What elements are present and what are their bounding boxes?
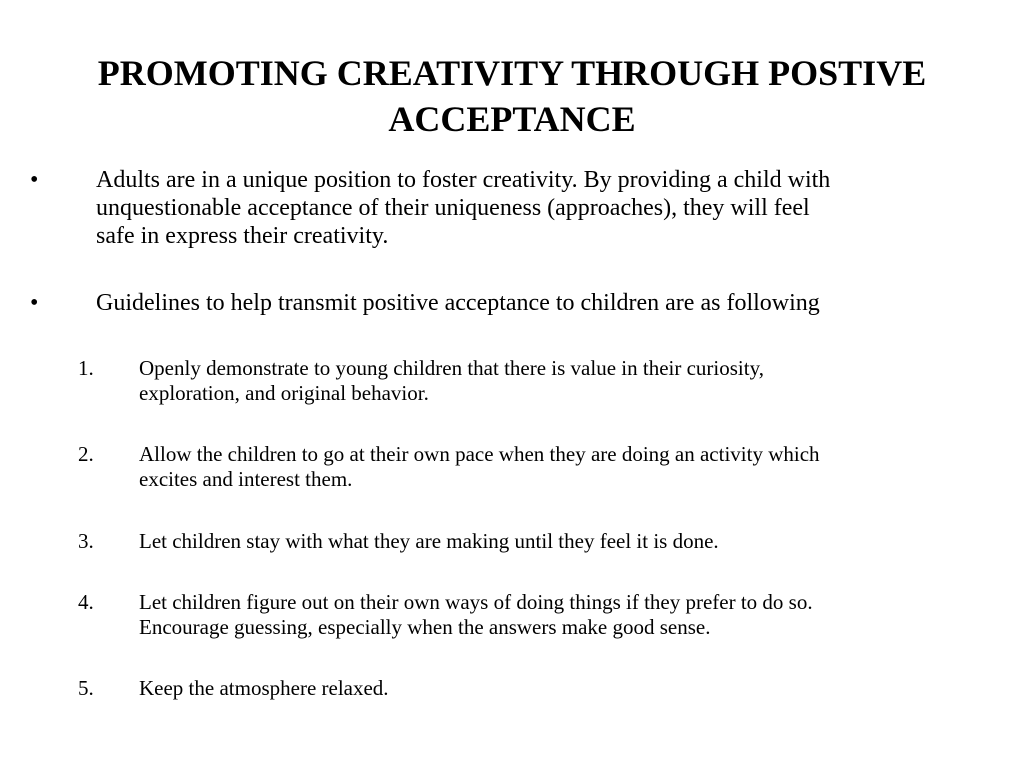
- slide-title: [40, 50, 984, 142]
- guideline-line: excites and interest them.: [139, 467, 353, 491]
- title-line: ACCEPTANCE: [388, 99, 636, 139]
- guideline-line: Allow the children to go at their own pace when they are doing an activity which: [139, 442, 820, 466]
- guideline-number: 2.: [78, 442, 94, 466]
- guideline-line: Let children stay with what they are making until they feel it is done.: [139, 529, 719, 553]
- bullet-line: unquestionable acceptance of their uniqueness (approaches), they will feel: [96, 195, 810, 221]
- guideline-line: Openly demonstrate to young children that there is value in their curiosity,: [139, 356, 764, 380]
- guideline-text: [139, 676, 999, 701]
- guideline-text: [139, 356, 999, 406]
- bullet-line: safe in express their creativity.: [96, 223, 389, 249]
- bullet-text: [96, 289, 996, 317]
- guideline-text: [139, 442, 999, 492]
- guideline-text: [139, 529, 999, 554]
- guideline-line: Encourage guessing, especially when the answers make good sense.: [139, 615, 711, 639]
- guideline-number: 5.: [78, 676, 94, 700]
- guideline-line: Keep the atmosphere relaxed.: [139, 676, 389, 700]
- guideline-number: 1.: [78, 356, 94, 380]
- bullet-marker: •: [30, 290, 39, 316]
- guideline-line: Let children figure out on their own ways of doing things if they prefer to do so.: [139, 590, 813, 614]
- guideline-line: exploration, and original behavior.: [139, 381, 429, 405]
- bullet-line: Guidelines to help transmit positive acceptance to children are as following: [96, 290, 820, 316]
- bullet-marker: •: [30, 167, 39, 193]
- guideline-text: [139, 590, 999, 640]
- guideline-number: 3.: [78, 529, 94, 553]
- title-line: PROMOTING CREATIVITY THROUGH POSTIVE: [97, 53, 927, 93]
- bullet-line: Adults are in a unique position to foster creativity. By providing a child with: [96, 167, 831, 193]
- guideline-number: 4.: [78, 590, 94, 614]
- bullet-text: [96, 166, 996, 250]
